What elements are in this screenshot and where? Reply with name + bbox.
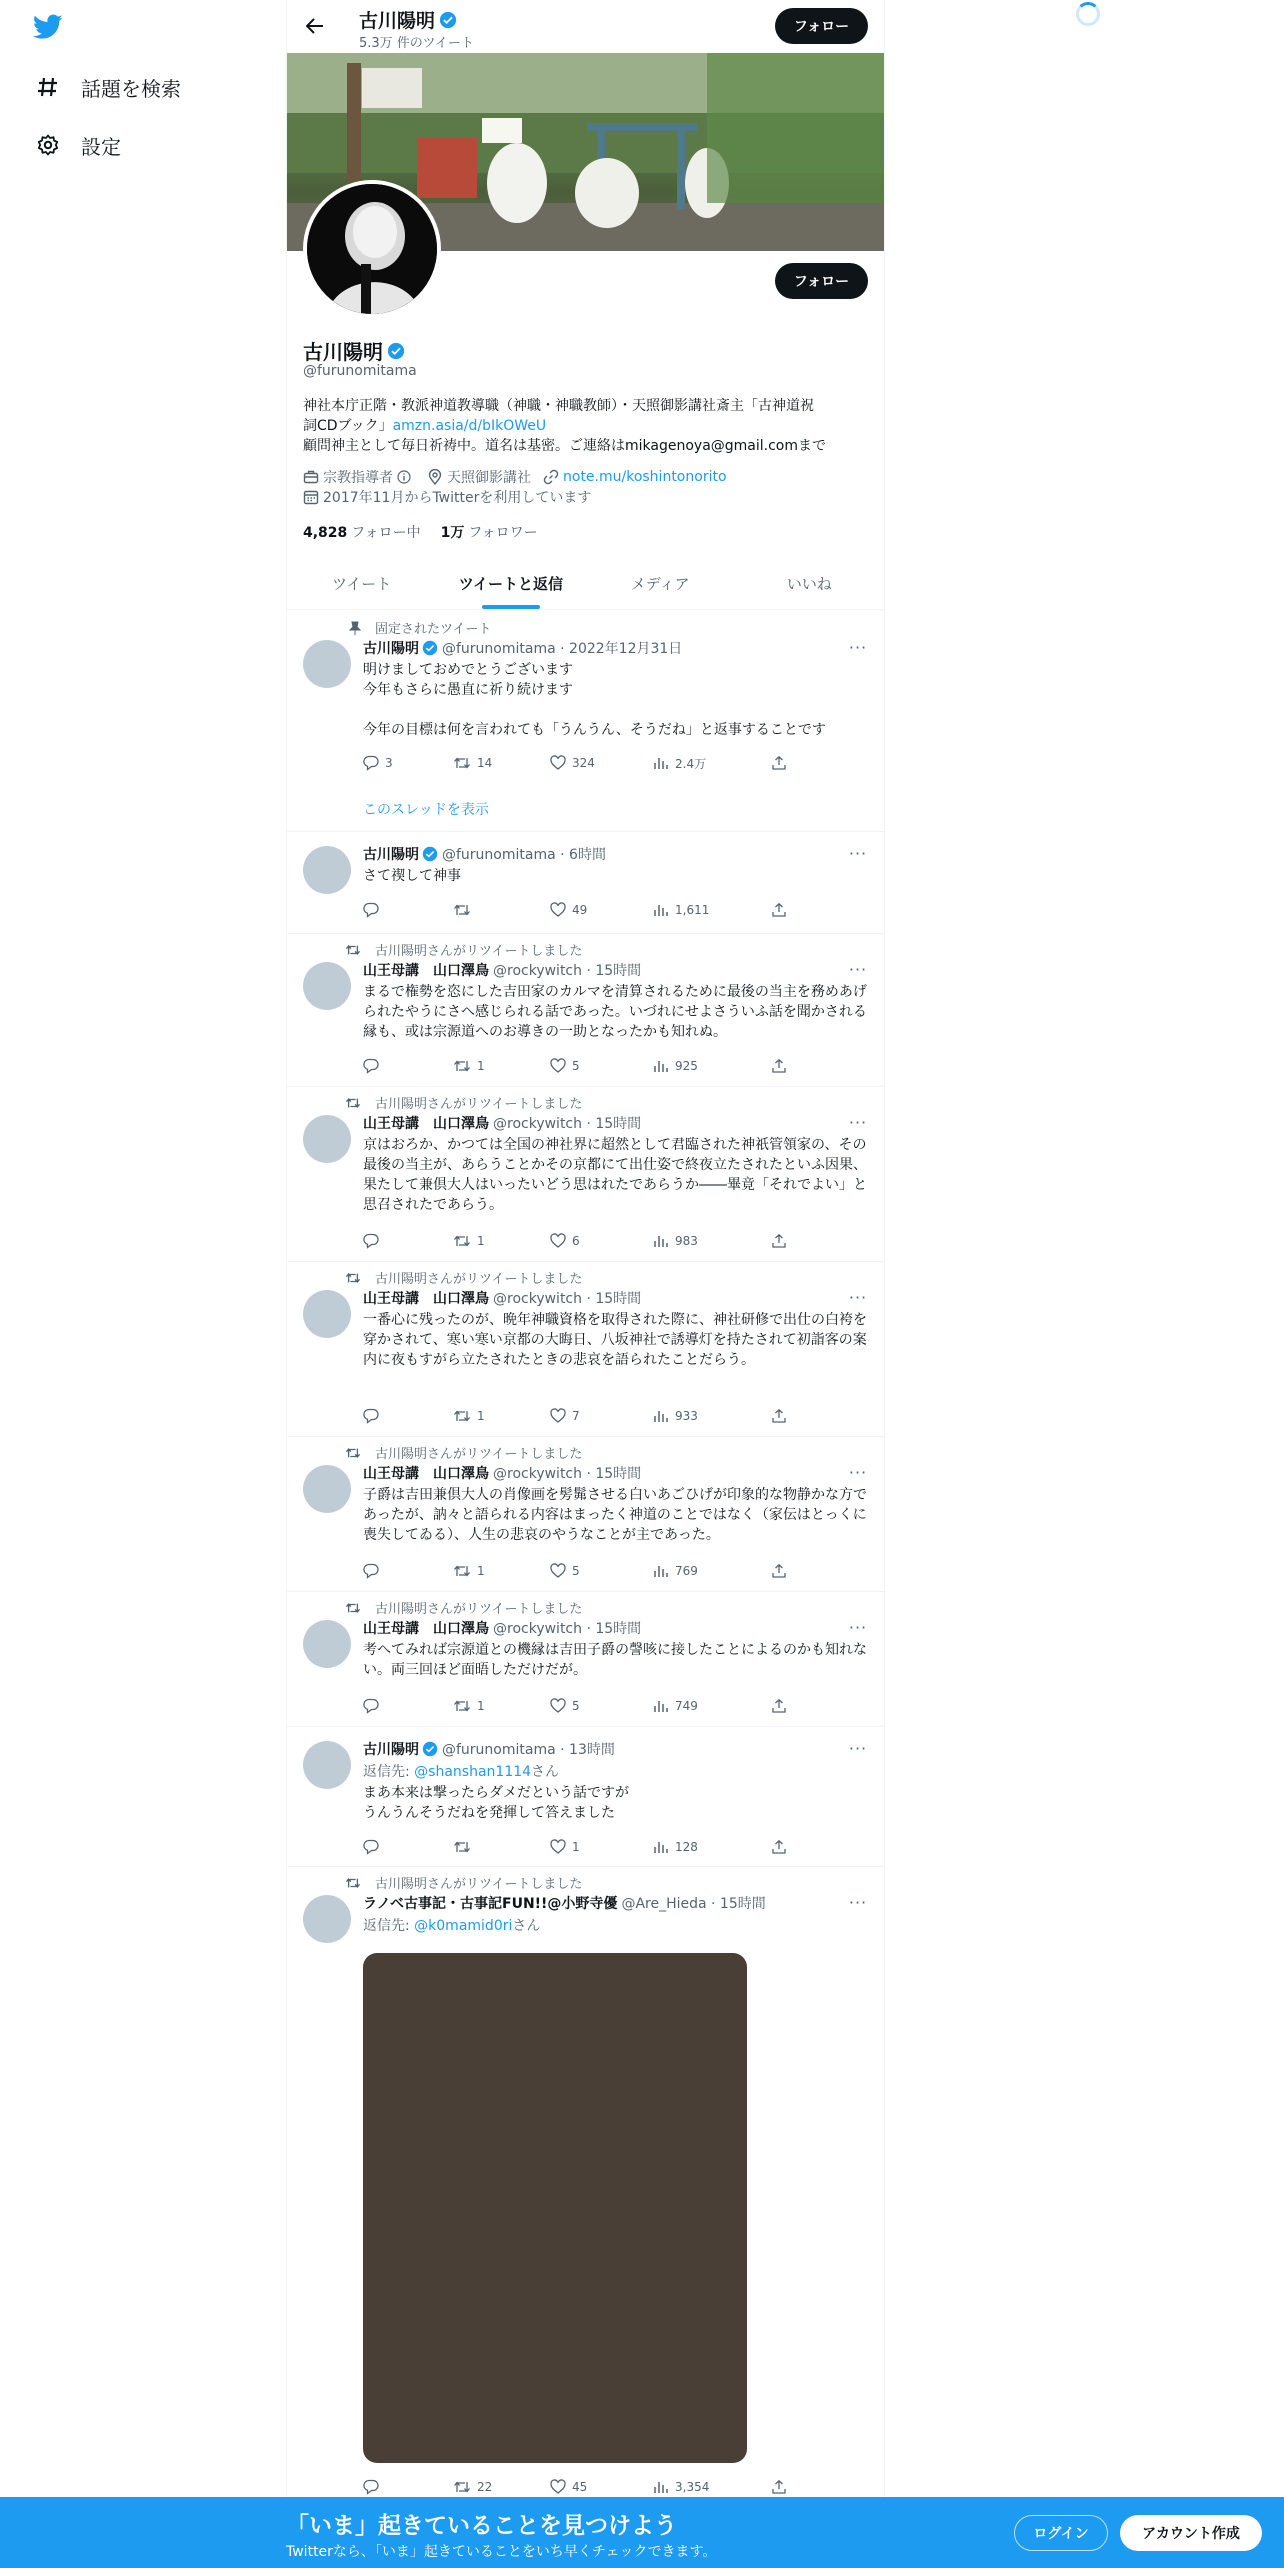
- tweet-text: さて禊して神事: [363, 868, 461, 884]
- more-options-icon[interactable]: ···: [848, 960, 868, 979]
- views-chart-icon: [653, 902, 669, 918]
- retweet-icon: [345, 943, 361, 957]
- tweet-header: [363, 960, 641, 980]
- view-count: 933: [675, 1409, 698, 1423]
- like-button[interactable]: [550, 1561, 580, 1581]
- following-link[interactable]: [303, 522, 421, 542]
- heart-icon: [550, 902, 566, 918]
- heart-icon: [550, 1058, 566, 1074]
- author-handle-time[interactable]: @Are_Hieda · 15時間: [621, 1896, 766, 1912]
- tweet-actions: [363, 1837, 793, 1857]
- views-chart-icon: [653, 1698, 669, 1714]
- share-icon: [771, 902, 787, 918]
- reply-icon: [363, 1408, 379, 1424]
- tweet-actions: [363, 1561, 793, 1581]
- views-button[interactable]: [653, 753, 706, 773]
- views-button[interactable]: [653, 1406, 698, 1426]
- tweet-actions: [363, 1406, 793, 1426]
- like-count: 1: [572, 1840, 580, 1854]
- retweet-count: 14: [477, 756, 493, 770]
- tweet[interactable]: [287, 1592, 884, 1727]
- reply-icon: [363, 1698, 379, 1714]
- share-icon: [771, 1058, 787, 1074]
- author-name[interactable]: 山王母講 山口澤鳥: [363, 1621, 489, 1637]
- context-text[interactable]: 古川陽明さんがリツイートしました: [375, 1097, 583, 1112]
- avatar[interactable]: [303, 846, 351, 894]
- reply-icon: [363, 1839, 379, 1855]
- retweet-icon: [453, 1408, 471, 1424]
- calendar-icon: [303, 489, 319, 505]
- tweet-actions: [363, 1056, 793, 1076]
- profile-tabs: [287, 557, 884, 610]
- retweet-icon: [345, 1601, 361, 1615]
- like-button[interactable]: [550, 2477, 587, 2497]
- location-text: 天照御影講社: [447, 470, 531, 486]
- retweet-context: [333, 1093, 582, 1112]
- like-count: 6: [572, 1234, 580, 1248]
- tweet-header: [363, 1618, 641, 1638]
- share-icon: [771, 1233, 787, 1249]
- view-count: 128: [675, 1840, 698, 1854]
- verified-badge-icon: [387, 342, 405, 360]
- retweet-icon: [453, 1563, 471, 1579]
- profile-category: [303, 467, 415, 487]
- views-chart-icon: [653, 1839, 669, 1855]
- retweet-button[interactable]: [453, 2477, 492, 2497]
- retweet-icon: [453, 1233, 471, 1249]
- tweet-text: まあ本来は撃ったらダメだという話ですが うんうんそうだねを発揮して答えました: [363, 1785, 629, 1821]
- tweet[interactable]: [287, 610, 884, 832]
- reply-button[interactable]: [363, 1406, 385, 1426]
- pin-icon: [349, 621, 361, 635]
- like-button[interactable]: [550, 1406, 580, 1426]
- profile-joined: [303, 487, 603, 507]
- reply-prefix: 返信先:: [363, 1764, 415, 1780]
- nav-settings[interactable]: [35, 125, 121, 165]
- retweet-button[interactable]: [453, 1231, 485, 1251]
- reply-button[interactable]: [363, 1837, 385, 1857]
- tweet-text: 明けましておめでとうございます 今年もさらに愚直に祈り続けます 今年の目標は何を言われても「うんうん、そうだね」と返事することです: [363, 662, 826, 738]
- tweet-text: 一番心に残ったのが、晩年神職資格を取得された際に、神社研修で出仕の白袴を穿かされて、寒い寒い京都の大晦日、八坂神社で誘導灯を持たされて初詣客の案内に夜もすがら立たされたときの悲哀を語られたことだらう。: [363, 1312, 867, 1368]
- tweet-text: 子爵は吉田兼倶大人の肖像画を髣髴させる白いあごひげが印象的な物静かな方であったが、訥々と語られる内容はまったく神道のことではなく（家伝はとっくに喪失してゐる）、人生の悲哀のやうなことが主であった。: [363, 1487, 867, 1543]
- login-button[interactable]: ログイン: [1014, 2515, 1108, 2551]
- bio-line: 神社本庁正階・教派神道教導職（神職・神職教師）・天照御影講社斎主「古神道祝: [303, 398, 814, 414]
- profile-bio: [303, 396, 869, 456]
- reply-icon: [363, 1233, 379, 1249]
- retweet-icon: [345, 1446, 361, 1460]
- like-count: 45: [572, 2480, 588, 2494]
- tweet-actions: [363, 900, 793, 920]
- joined-text: 2017年11月からTwitterを利用しています: [323, 490, 592, 506]
- like-count: 49: [572, 903, 588, 917]
- reply-icon: [363, 1058, 379, 1074]
- link-icon: [543, 469, 559, 485]
- profile-meta: [303, 467, 739, 487]
- share-button[interactable]: [771, 1056, 787, 1076]
- signup-banner-subtitle: Twitterなら、「いま」起きていることをいち早くチェックできます。: [286, 2544, 717, 2560]
- profile-name-text: 古川陽明: [303, 340, 383, 364]
- share-button[interactable]: [771, 900, 787, 920]
- tweet-text: まるで権勢を恣にした吉田家のカルマを清算されるために最後の当主を務めあげられたやうにさへ感じられる話であった。いづれにせよさういふ話を聞かされる縁も、或は宗源道へのお導きの一助となったかも知れぬ。: [363, 984, 867, 1040]
- view-count: 1,611: [675, 903, 710, 917]
- nav-explore-label: 話題を検索: [81, 76, 181, 101]
- retweet-count: 1: [477, 1059, 485, 1073]
- verified-badge-icon: [422, 640, 438, 656]
- profile-column: [286, 0, 885, 2568]
- retweet-button[interactable]: [453, 900, 477, 920]
- loading-spinner-icon: [1076, 2, 1100, 26]
- signup-banner-title: 「いま」起きていることを見つけよう: [286, 2513, 677, 2539]
- briefcase-icon: [303, 469, 319, 485]
- author-handle-time[interactable]: @furunomitama · 6時間: [442, 847, 606, 863]
- retweet-button[interactable]: [453, 1056, 485, 1076]
- share-icon: [771, 1698, 787, 1714]
- retweet-count: 22: [477, 2480, 493, 2494]
- share-button[interactable]: [771, 1231, 787, 1251]
- reply-button[interactable]: [363, 2477, 385, 2497]
- reply-button[interactable]: [363, 753, 393, 773]
- views-button[interactable]: [653, 2477, 709, 2497]
- context-text: 固定されたツイート: [375, 622, 492, 637]
- tweet-media-image[interactable]: [363, 1953, 747, 2463]
- retweet-icon: [345, 1271, 361, 1285]
- tweet[interactable]: [287, 1867, 884, 2507]
- header-name-text: 古川陽明: [359, 10, 436, 32]
- retweet-button[interactable]: [453, 1406, 485, 1426]
- followers-label: フォロワー: [468, 525, 538, 541]
- author-name[interactable]: 古川陽明: [363, 641, 419, 657]
- retweet-context: [333, 1443, 582, 1462]
- tweet-text: 考へてみれば宗源道との機縁は吉田子爵の謦咳に接したことによるのかも知れない。両三回ほど面晤しただけだが。: [363, 1642, 867, 1678]
- location-pin-icon: [427, 469, 443, 485]
- replying-to: [363, 1761, 559, 1781]
- tweet-header: [363, 1113, 641, 1133]
- share-button[interactable]: [771, 1837, 787, 1857]
- retweet-context: [333, 1268, 582, 1287]
- tweet[interactable]: [287, 1727, 884, 1867]
- hashtag-icon: [35, 74, 61, 100]
- more-options-icon[interactable]: ···: [848, 1739, 868, 1758]
- followers-link[interactable]: [441, 522, 538, 542]
- more-options-icon[interactable]: ···: [848, 1893, 868, 1912]
- heart-icon: [550, 1698, 566, 1714]
- info-icon[interactable]: [397, 470, 411, 484]
- website-link[interactable]: note.mu/koshintonorito: [563, 469, 727, 485]
- share-button[interactable]: [771, 1561, 787, 1581]
- tweet-header: [363, 1288, 641, 1308]
- tweet-header: [363, 1893, 766, 1913]
- retweet-icon: [453, 902, 471, 918]
- heart-icon: [550, 1563, 566, 1579]
- views-chart-icon: [653, 755, 669, 771]
- share-icon: [771, 1408, 787, 1424]
- profile-follow-button[interactable]: フォロー: [775, 263, 868, 299]
- reply-button[interactable]: [363, 1561, 385, 1581]
- like-count: 324: [572, 756, 595, 770]
- views-chart-icon: [653, 1563, 669, 1579]
- retweet-button[interactable]: [453, 1837, 477, 1857]
- more-options-icon[interactable]: ···: [848, 1463, 868, 1482]
- view-count: 983: [675, 1234, 698, 1248]
- context-text[interactable]: 古川陽明さんがリツイートしました: [375, 1602, 583, 1617]
- reply-icon: [363, 1563, 379, 1579]
- author-name[interactable]: 山王母講 山口澤鳥: [363, 1466, 489, 1482]
- author-handle-time[interactable]: @rockywitch · 15時間: [493, 1621, 642, 1637]
- more-options-icon[interactable]: ···: [848, 1113, 868, 1132]
- retweet-icon: [453, 1058, 471, 1074]
- view-count: 2.4万: [675, 756, 707, 771]
- tweet-header: [363, 844, 606, 864]
- views-button[interactable]: [653, 900, 709, 920]
- views-button[interactable]: [653, 1056, 698, 1076]
- tab-tweets[interactable]: ツイート: [331, 574, 392, 593]
- context-text[interactable]: 古川陽明さんがリツイートしました: [375, 1447, 583, 1462]
- tweet[interactable]: [287, 1262, 884, 1437]
- twitter-logo-icon[interactable]: [33, 14, 63, 40]
- reply-button[interactable]: [363, 1231, 385, 1251]
- share-icon: [771, 2479, 787, 2495]
- like-count: 5: [572, 1059, 580, 1073]
- profile-website: [543, 469, 727, 485]
- share-button[interactable]: [771, 2477, 787, 2497]
- view-count: 749: [675, 1699, 698, 1713]
- nav-explore[interactable]: [35, 67, 181, 107]
- verified-badge-icon: [439, 11, 457, 29]
- share-button[interactable]: [771, 1696, 787, 1716]
- avatar[interactable]: [303, 1620, 351, 1668]
- retweet-count: 1: [477, 1564, 485, 1578]
- profile-avatar[interactable]: [303, 180, 441, 318]
- joined-item: [303, 487, 591, 507]
- tweet-header: [363, 1739, 615, 1759]
- share-icon: [771, 1839, 787, 1855]
- author-handle-time[interactable]: @rockywitch · 15時間: [493, 963, 642, 979]
- bio-text: 詞CDブック」: [303, 418, 393, 434]
- reply-prefix: 返信先:: [363, 1918, 415, 1934]
- reply-button[interactable]: [363, 1056, 385, 1076]
- heart-icon: [550, 2479, 566, 2495]
- tweet[interactable]: [287, 832, 884, 934]
- author-handle-time[interactable]: @furunomitama · 13時間: [442, 1742, 615, 1758]
- nav-settings-label: 設定: [81, 134, 121, 159]
- author-handle-time[interactable]: @rockywitch · 15時間: [493, 1291, 642, 1307]
- retweet-icon: [453, 1698, 471, 1714]
- tweet[interactable]: [287, 1087, 884, 1262]
- like-button[interactable]: [550, 753, 595, 773]
- more-options-icon[interactable]: ···: [848, 1618, 868, 1637]
- views-button[interactable]: [653, 1231, 698, 1251]
- profile-header-bar: [287, 0, 884, 53]
- reply-suffix: さん: [531, 1764, 560, 1780]
- retweet-context: [333, 940, 582, 959]
- tweet-header: [363, 1463, 641, 1483]
- view-count: 925: [675, 1059, 698, 1073]
- views-button[interactable]: [653, 1837, 698, 1857]
- tab-likes[interactable]: いいね: [786, 574, 832, 593]
- share-icon: [771, 755, 787, 771]
- like-button[interactable]: [550, 1056, 580, 1076]
- gear-icon: [35, 132, 61, 158]
- retweet-count: 1: [477, 1409, 485, 1423]
- share-button[interactable]: [771, 1406, 787, 1426]
- like-count: 5: [572, 1699, 580, 1713]
- following-count: 4,828: [303, 525, 348, 541]
- bio-line: [303, 416, 869, 436]
- tweet-actions: [363, 753, 793, 773]
- view-count: 3,354: [675, 2480, 710, 2494]
- show-thread-link[interactable]: このスレッドを表示: [363, 802, 489, 818]
- retweet-count: 1: [477, 1234, 485, 1248]
- replying-to: [363, 1915, 540, 1935]
- author-handle-time[interactable]: @rockywitch · 15時間: [493, 1116, 642, 1132]
- bio-line: 顧問神主として毎日祈祷中。道名は基密。ご連絡はmikagenoya@gmail.comまで: [303, 438, 827, 454]
- tab-tweets-and-replies[interactable]: ツイートと返信: [436, 557, 585, 609]
- reply-to-link[interactable]: @k0mamid0ri: [414, 1918, 513, 1934]
- retweet-icon: [453, 755, 471, 771]
- views-button[interactable]: [653, 1696, 698, 1716]
- like-button[interactable]: [550, 1231, 580, 1251]
- author-name[interactable]: 山王母講 山口澤鳥: [363, 963, 489, 979]
- more-options-icon[interactable]: ···: [848, 638, 868, 657]
- profile-follow-stats: [303, 522, 558, 542]
- retweet-button[interactable]: [453, 1561, 485, 1581]
- avatar[interactable]: [303, 1465, 351, 1513]
- reply-button[interactable]: [363, 1696, 385, 1716]
- retweet-count: 1: [477, 1699, 485, 1713]
- views-chart-icon: [653, 1058, 669, 1074]
- reply-button[interactable]: [363, 900, 385, 920]
- header-follow-button[interactable]: フォロー: [775, 8, 868, 44]
- author-name[interactable]: 山王母講 山口澤鳥: [363, 1291, 489, 1307]
- profile-location: [427, 467, 531, 487]
- like-button[interactable]: [550, 1837, 580, 1857]
- avatar[interactable]: [303, 1741, 351, 1789]
- pinned-context: [333, 618, 491, 637]
- tweet-actions: [363, 1696, 793, 1716]
- avatar[interactable]: [303, 962, 351, 1010]
- views-chart-icon: [653, 1233, 669, 1249]
- author-handle-time[interactable]: @rockywitch · 15時間: [493, 1466, 642, 1482]
- header-name: [359, 6, 457, 33]
- reply-to-link[interactable]: @shanshan1114: [414, 1764, 532, 1780]
- avatar[interactable]: [303, 640, 351, 688]
- more-options-icon[interactable]: ···: [848, 844, 868, 863]
- retweet-icon: [453, 2479, 471, 2495]
- tweet-text: 京はおろか、かつては全国の神社界に超然として君臨された神祇管領家の、その最後の当主が、あらうことかその京都にて出仕姿で終夜立たされたといふ因果、果たして兼倶大人はいったいどう思はれたであらうか――畢竟「それでよい」と思召されたであらう。: [363, 1137, 867, 1213]
- author-name[interactable]: 古川陽明: [363, 847, 419, 863]
- share-button[interactable]: [771, 753, 787, 773]
- reply-icon: [363, 2479, 379, 2495]
- header-tweet-count: 5.3万 件のツイート: [359, 36, 474, 51]
- reply-icon: [363, 755, 379, 771]
- author-name[interactable]: 山王母講 山口澤鳥: [363, 1116, 489, 1132]
- author-name[interactable]: ラノベ古事記・古事記FUN!!@小野寺優: [363, 1896, 618, 1912]
- heart-icon: [550, 755, 566, 771]
- avatar[interactable]: [303, 1115, 351, 1163]
- like-count: 5: [572, 1564, 580, 1578]
- view-count: 769: [675, 1564, 698, 1578]
- like-count: 7: [572, 1409, 580, 1423]
- signup-banner: [0, 2497, 1284, 2568]
- heart-icon: [550, 1233, 566, 1249]
- reply-count: 3: [385, 756, 393, 770]
- context-text[interactable]: 古川陽明さんがリツイートしました: [375, 944, 583, 959]
- author-name[interactable]: 古川陽明: [363, 1742, 419, 1758]
- views-chart-icon: [653, 1408, 669, 1424]
- context-text[interactable]: 古川陽明さんがリツイートしました: [375, 1877, 583, 1892]
- views-button[interactable]: [653, 1561, 698, 1581]
- reply-suffix: さん: [512, 1918, 541, 1934]
- avatar[interactable]: [303, 1290, 351, 1338]
- tweet-actions: [363, 2477, 793, 2497]
- retweet-icon: [345, 1876, 361, 1890]
- retweet-button[interactable]: [453, 1696, 485, 1716]
- tweet[interactable]: [287, 1437, 884, 1592]
- profile-name: [303, 336, 405, 365]
- verified-badge-icon: [422, 1741, 438, 1757]
- retweet-context: [333, 1873, 582, 1892]
- more-options-icon[interactable]: ···: [848, 1288, 868, 1307]
- author-handle-time[interactable]: @furunomitama · 2022年12月31日: [442, 641, 683, 657]
- tweet[interactable]: [287, 934, 884, 1087]
- retweet-context: [333, 1598, 582, 1617]
- tweet-header: [363, 638, 682, 658]
- like-button[interactable]: [550, 1696, 580, 1716]
- verified-badge-icon: [422, 846, 438, 862]
- heart-icon: [550, 1408, 566, 1424]
- reply-icon: [363, 902, 379, 918]
- retweet-icon: [453, 1839, 471, 1855]
- context-text[interactable]: 古川陽明さんがリツイートしました: [375, 1272, 583, 1287]
- like-button[interactable]: [550, 900, 587, 920]
- retweet-icon: [345, 1096, 361, 1110]
- signup-button[interactable]: アカウント作成: [1120, 2515, 1262, 2551]
- followers-count: 1万: [440, 525, 465, 541]
- tab-media[interactable]: メディア: [630, 574, 690, 593]
- tweet-actions: [363, 1231, 793, 1251]
- back-arrow-icon[interactable]: [301, 12, 329, 40]
- retweet-button[interactable]: [453, 753, 492, 773]
- profile-handle: @furunomitama: [303, 363, 417, 379]
- avatar[interactable]: [303, 1895, 351, 1943]
- following-label: フォロー中: [351, 525, 421, 541]
- bio-link[interactable]: amzn.asia/d/bIkOWeU: [392, 418, 547, 434]
- share-icon: [771, 1563, 787, 1579]
- heart-icon: [550, 1839, 566, 1855]
- views-chart-icon: [653, 2479, 669, 2495]
- category-text: 宗教指導者: [323, 470, 393, 486]
